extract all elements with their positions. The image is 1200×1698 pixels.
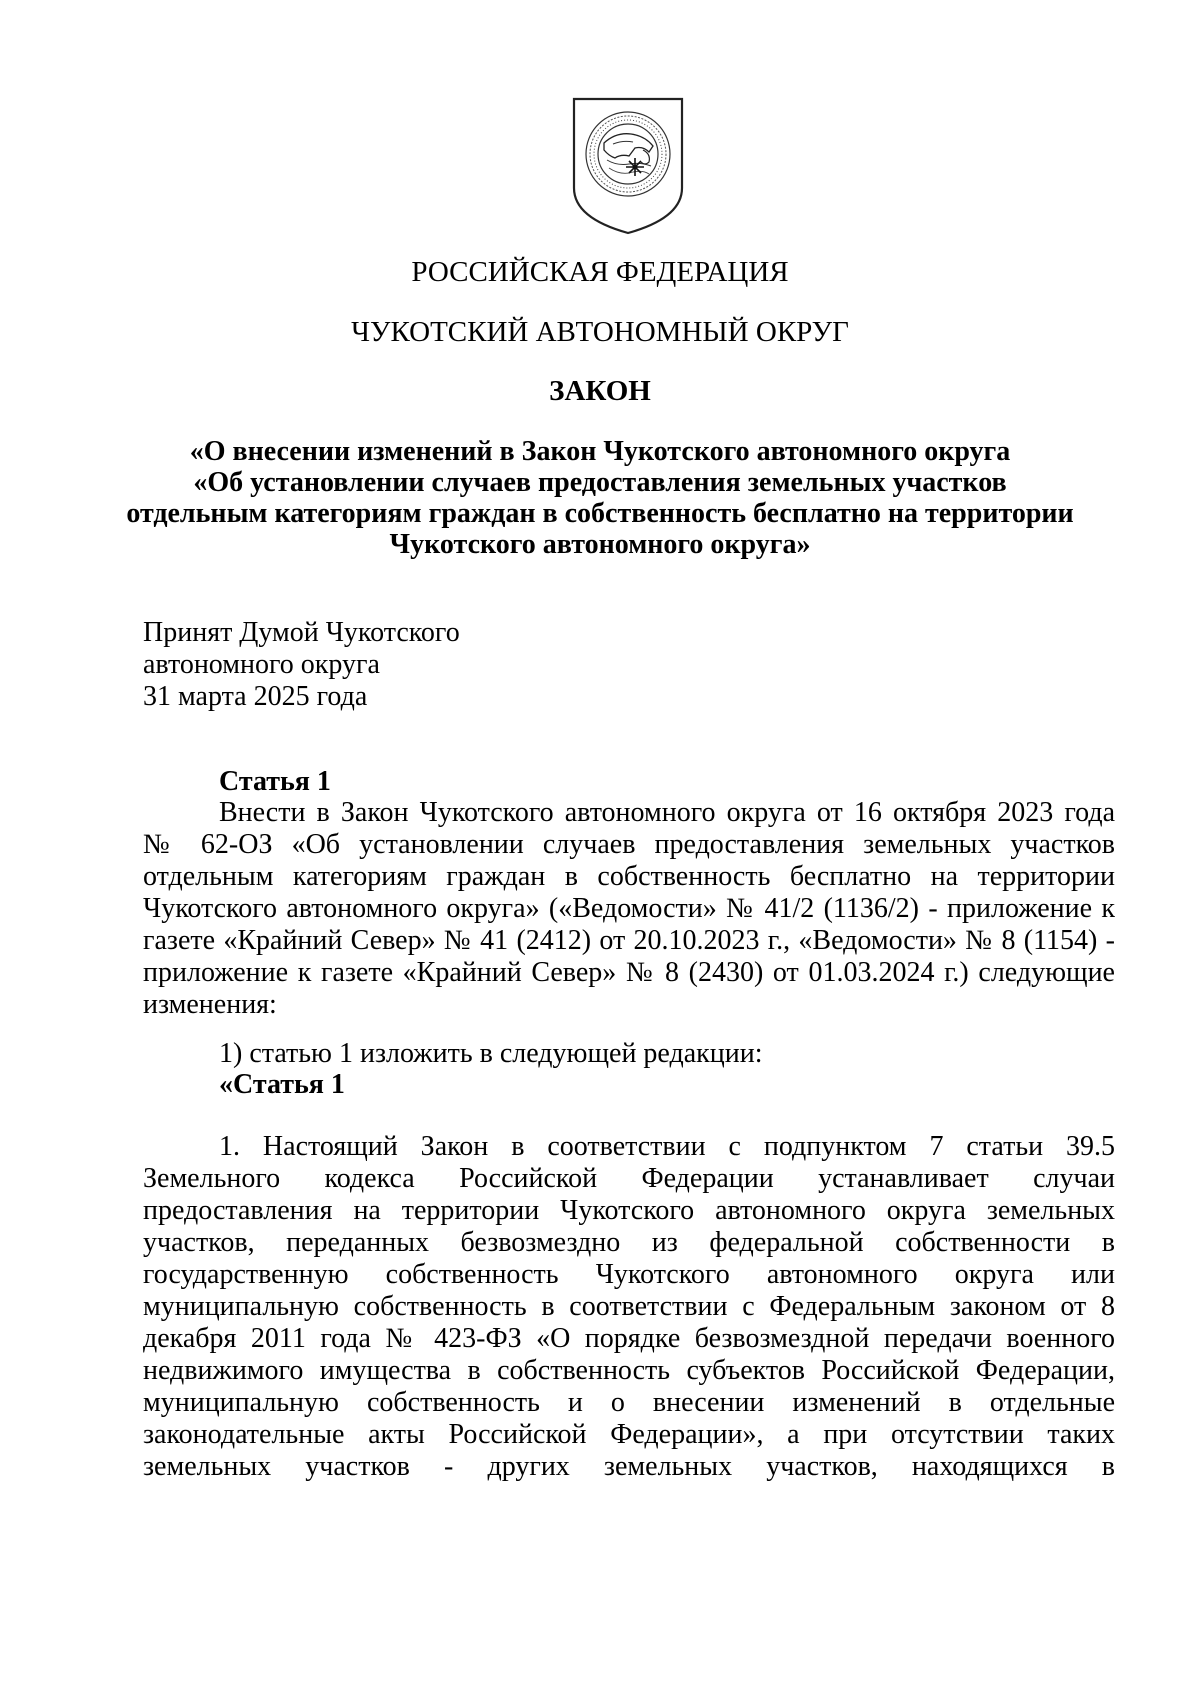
text-line: отдельным категориям граждан в собственность бесплатно на территории (143, 861, 1115, 892)
text-line: муниципальную собственность в соответствии с Федеральным законом от 8 (143, 1291, 1115, 1322)
region-heading: ЧУКОТСКИЙ АВТОНОМНЫЙ ОКРУГ (351, 316, 849, 348)
text-line: недвижимого имущества в собственность субъектов Российской Федерации, (143, 1355, 1115, 1386)
text-line: земельных участков - других земельных участков, находящихся в (143, 1451, 1115, 1482)
country-heading: РОССИЙСКАЯ ФЕДЕРАЦИЯ (411, 256, 789, 288)
adoption-line: 31 марта 2025 года (143, 681, 368, 712)
text-line: газете «Крайний Север» № 41 (2412) от 20.10.2023 г., «Ведомости» № 8 (1154) - (143, 925, 1115, 956)
article-1-intro (143, 797, 1115, 1021)
adoption-line: Принят Думой Чукотского (143, 617, 460, 648)
amendment-item-1: 1) статью 1 изложить в следующей редакции: (219, 1038, 763, 1069)
text-line: приложение к газете «Крайний Север» № 8 (2430) от 01.03.2024 г.) следующие (143, 957, 1115, 988)
law-title (100, 436, 1100, 560)
text-line: изменения: (143, 989, 277, 1020)
quoted-article-heading: «Статья 1 (219, 1069, 345, 1100)
document-type-heading: ЗАКОН (549, 375, 651, 407)
coat-of-arms-emblem (571, 96, 685, 236)
text-line: предоставления на территории Чукотского автономного округа земельных (143, 1195, 1115, 1226)
law-title-line: «Об установлении случаев предоставления земельных участков (193, 467, 1007, 498)
adoption-info (143, 617, 460, 713)
law-title-line: отдельным категориям граждан в собственность бесплатно на территории (126, 498, 1074, 529)
text-line: декабря 2011 года № 423-ФЗ «О порядке безвозмездной передачи военного (143, 1323, 1115, 1354)
text-line: муниципальную собственность и о внесении изменений в отдельные (143, 1387, 1115, 1418)
law-title-line: «О внесении изменений в Закон Чукотского автономного округа (189, 436, 1011, 467)
text-line: Внести в Закон Чукотского автономного округа от 16 октября 2023 года (219, 797, 1115, 828)
text-line: 1. Настоящий Закон в соответствии с подпунктом 7 статьи 39.5 (219, 1131, 1115, 1162)
law-title-line: Чукотского автономного округа» (389, 529, 811, 560)
article-1-heading: Статья 1 (219, 766, 331, 797)
quoted-paragraph-1 (143, 1131, 1115, 1483)
text-line: Чукотского автономного округа» («Ведомости» № 41/2 (1136/2) - приложение к (143, 893, 1115, 924)
text-line: Земельного кодекса Российской Федерации устанавливает случаи (143, 1163, 1115, 1194)
text-line: государственную собственность Чукотского автономного округа или (143, 1259, 1115, 1290)
adoption-line: автономного округа (143, 649, 380, 680)
text-line: участков, переданных безвозмездно из федеральной собственности в (143, 1227, 1115, 1258)
text-line: законодательные акты Российской Федерации», а при отсутствии таких (143, 1419, 1115, 1450)
text-line: № 62-ОЗ «Об установлении случаев предоставления земельных участков (143, 829, 1115, 860)
